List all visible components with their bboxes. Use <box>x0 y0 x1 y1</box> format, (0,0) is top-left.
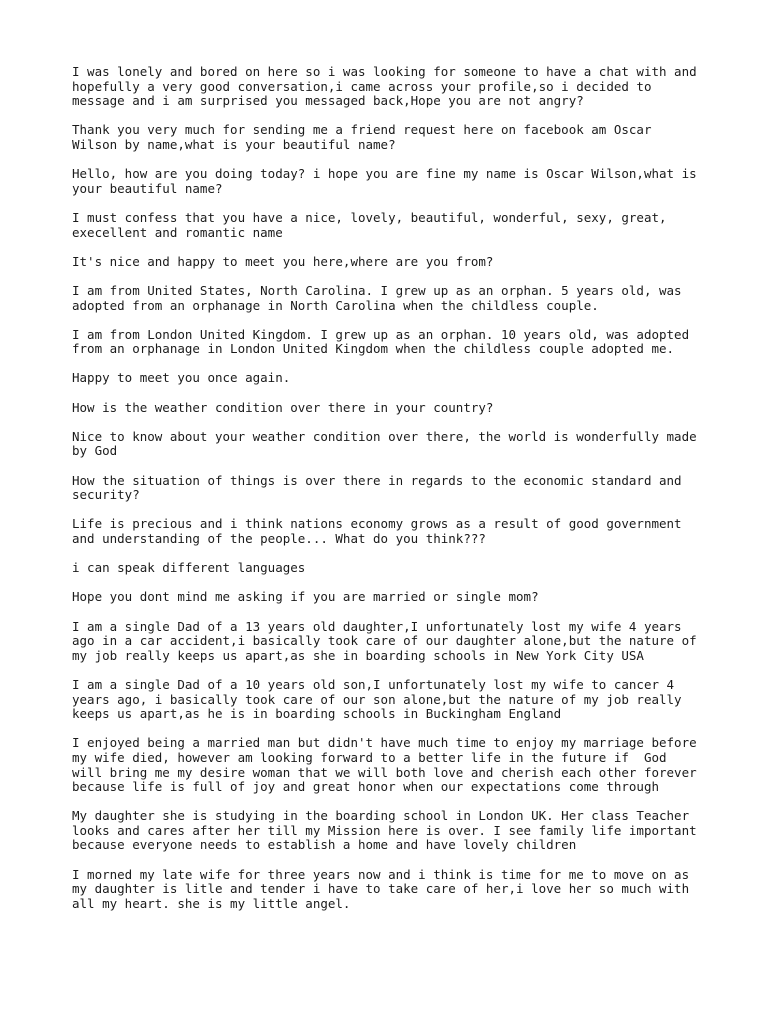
paragraph <box>72 284 708 313</box>
paragraph <box>72 255 708 270</box>
text-line: I morned my late wife for three years now and i think is time for me to move on as <box>72 866 690 882</box>
text-line: message and i am surprised you messaged back,Hope you are not angry? <box>72 93 584 109</box>
paragraph <box>72 678 708 722</box>
text-line: I am a single Dad of a 13 years old daughter,I unfortunately lost my wife 4 years <box>72 618 682 634</box>
paragraph <box>72 328 708 357</box>
paragraph <box>72 517 708 546</box>
text-line: keeps us apart,as he is in boarding schools in Buckingham England <box>72 706 562 722</box>
text-line: and understanding of the people... What do you think??? <box>72 531 486 546</box>
paragraph <box>72 561 708 576</box>
text-line: my job really keeps us apart,as she in boarding schools in New York City USA <box>72 647 644 663</box>
paragraph <box>72 371 708 386</box>
text-line: will bring me my desire woman that we will both love and cherish each other forever <box>72 764 697 780</box>
text-line: looks and cares after her till my Mission here is over. I see family life important <box>72 822 697 838</box>
paragraph <box>72 430 708 459</box>
text-line: hopefully a very good conversation,i came across your profile,so i decided to <box>72 78 652 94</box>
text-line: Wilson by name,what is your beautiful name? <box>72 136 396 152</box>
text-line: I enjoyed being a married man but didn't have much time to enjoy my marriage before <box>72 735 697 751</box>
paragraph <box>72 620 708 664</box>
text-line: I am from United States, North Carolina. I grew up as an orphan. 5 years old, was <box>72 282 682 298</box>
paragraph <box>72 65 708 109</box>
text-line: because life is full of joy and great honor when our expectations come through <box>72 779 659 795</box>
text-line: I was lonely and bored on here so i was looking for someone to have a chat with and <box>72 64 697 79</box>
paragraph <box>72 474 708 503</box>
text-line: my daughter is litle and tender i have to take care of her,i love her so much with <box>72 881 690 897</box>
paragraph <box>72 590 708 605</box>
text-line: all my heart. she is my little angel. <box>72 895 351 911</box>
text-line: years ago, i basically took care of our son alone,but the nature of my job really <box>72 691 682 707</box>
paragraph <box>72 123 708 152</box>
text-line: Life is precious and i think nations economy grows as a result of good government <box>72 516 682 532</box>
text-line: I am a single Dad of a 10 years old son,I unfortunately lost my wife to cancer 4 <box>72 676 675 692</box>
paragraph <box>72 211 708 240</box>
text-line: i can speak different languages <box>72 560 306 576</box>
text-line: adopted from an orphanage in North Carolina when the childless couple. <box>72 297 599 313</box>
text-line: from an orphanage in London United Kingdom when the childless couple adopted me. <box>72 341 675 357</box>
text-line: ago in a car accident,i basically took care of our daughter alone,but the nature of <box>72 633 697 649</box>
text-line: It's nice and happy to meet you here,where are you from? <box>72 253 494 269</box>
paragraph <box>72 401 708 416</box>
paragraph <box>72 736 708 794</box>
text-line: my wife died, however am looking forward to a better life in the future if God <box>72 749 667 765</box>
text-line: Hope you dont mind me asking if you are married or single mom? <box>72 589 539 605</box>
document-text <box>72 65 708 911</box>
text-line: your beautiful name? <box>72 180 223 196</box>
text-line: How the situation of things is over there in regards to the economic standard and <box>72 472 682 488</box>
text-line: How is the weather condition over there in your country? <box>72 399 494 415</box>
paragraph <box>72 167 708 196</box>
text-line: because everyone needs to establish a home and have lovely children <box>72 837 577 853</box>
paragraph <box>72 809 708 853</box>
text-line: Hello, how are you doing today? i hope you are fine my name is Oscar Wilson,what is <box>72 166 697 182</box>
text-line: I am from London United Kingdom. I grew up as an orphan. 10 years old, was adopted <box>72 326 690 342</box>
text-line: Thank you very much for sending me a friend request here on facebook am Oscar <box>72 122 652 138</box>
text-line: Happy to meet you once again. <box>72 370 291 386</box>
text-line: My daughter she is studying in the boarding school in London UK. Her class Teacher <box>72 808 690 824</box>
text-line: by God <box>72 443 118 459</box>
text-line: Nice to know about your weather condition over there, the world is wonderfully made <box>72 428 697 444</box>
text-line: security? <box>72 487 140 503</box>
paragraph <box>72 868 708 912</box>
text-line: execellent and romantic name <box>72 224 283 240</box>
text-line: I must confess that you have a nice, lovely, beautiful, wonderful, sexy, great, <box>72 209 667 225</box>
